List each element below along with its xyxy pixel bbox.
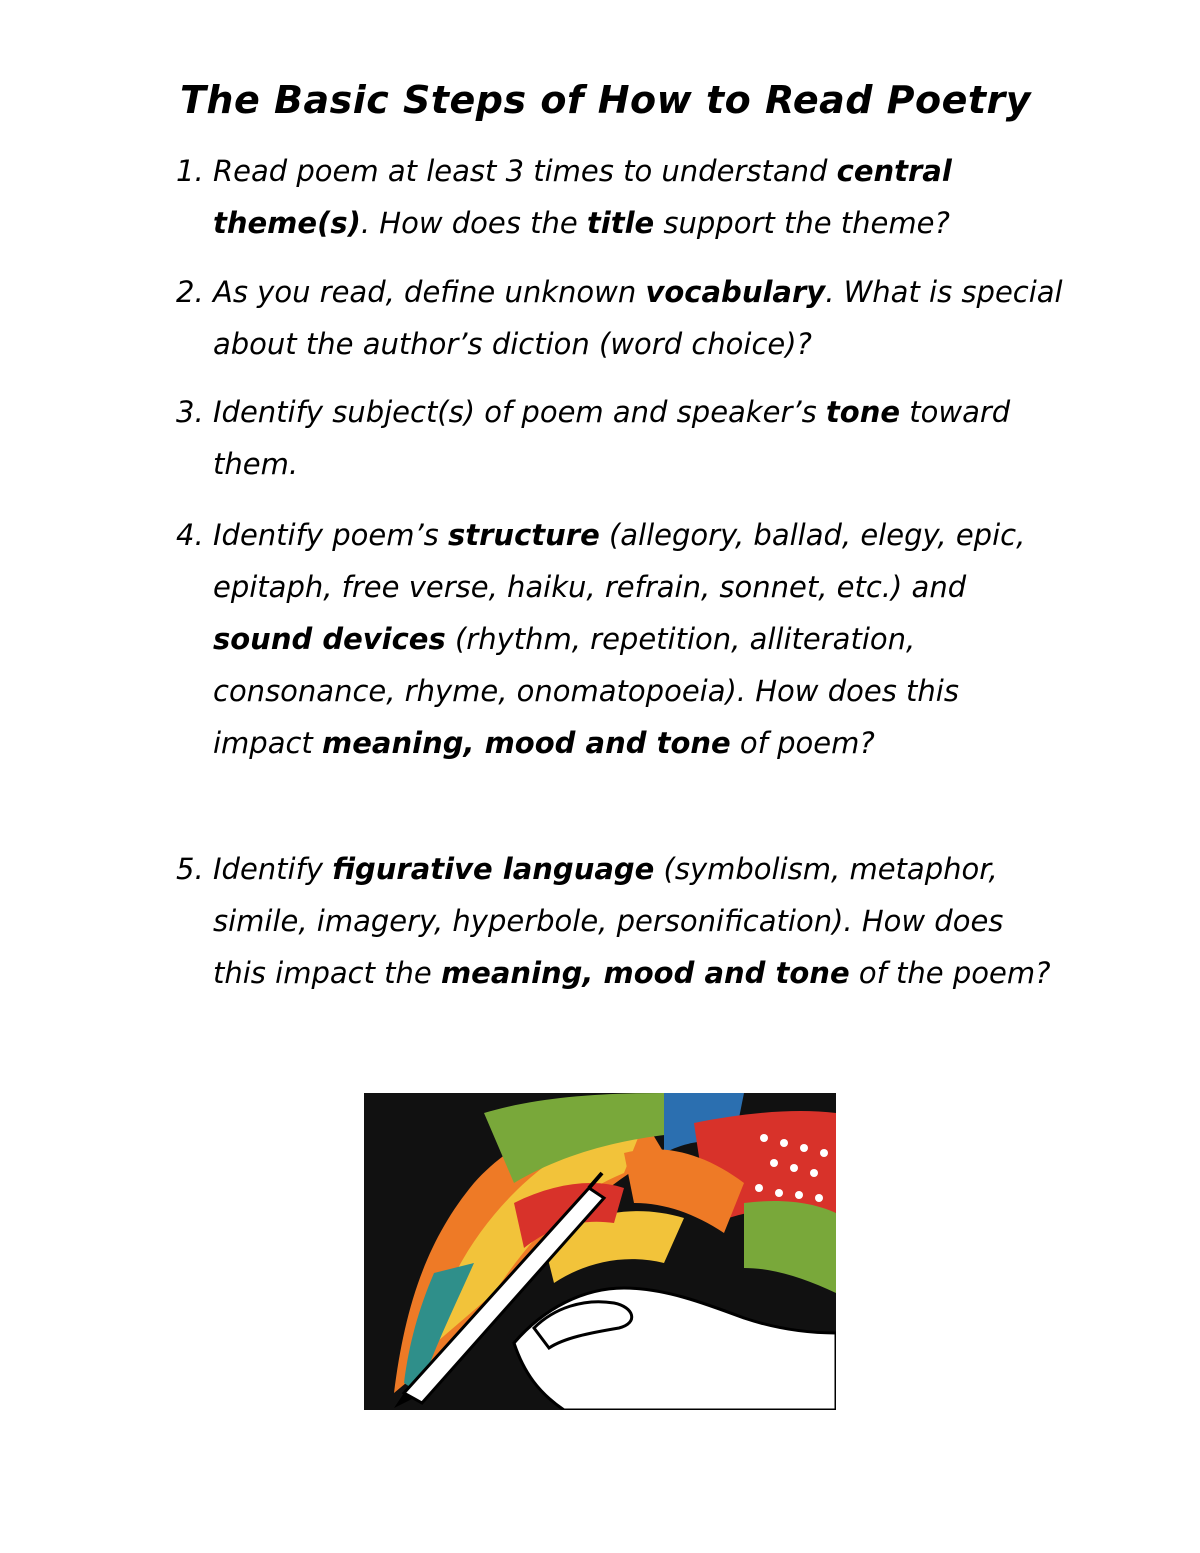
step-text bbox=[213, 509, 1063, 769]
step-emphasis: central theme(s) bbox=[213, 154, 952, 240]
step-segment: toward them. bbox=[213, 395, 1011, 481]
step-segment: As you read, define unknown bbox=[213, 275, 646, 309]
step-text bbox=[213, 843, 1063, 999]
step-emphasis: meaning, mood and tone bbox=[322, 726, 731, 760]
hand-writing-illustration bbox=[364, 1093, 836, 1410]
step-emphasis: tone bbox=[825, 395, 901, 429]
page-title: The Basic Steps of How to Read Poetry bbox=[180, 78, 1032, 122]
step-segment: support the theme? bbox=[654, 206, 950, 240]
step-emphasis: figurative language bbox=[332, 852, 655, 886]
step-segment: (symbolism, metaphor, simile, imagery, hyperbole, personification). How does this impact the bbox=[213, 852, 1004, 990]
step-segment: of poem? bbox=[730, 726, 875, 760]
step-segment: Read poem at least 3 times to understand bbox=[213, 154, 837, 188]
step-segment: (rhythm, repetition, alliteration, consonance, rhyme, onomatopoeia). How does this impact bbox=[213, 622, 959, 760]
step-segment: of the poem? bbox=[849, 956, 1051, 990]
step-segment: Identify poem’s bbox=[213, 518, 448, 552]
step-number: 2. bbox=[176, 275, 204, 309]
step-segment: . What is special about the author’s diction (word choice)? bbox=[213, 275, 1063, 361]
step-text bbox=[213, 386, 1063, 490]
step-segment: . How does the bbox=[360, 206, 587, 240]
step-number: 5. bbox=[176, 852, 204, 886]
step-emphasis: structure bbox=[448, 518, 600, 552]
step-text bbox=[213, 266, 1063, 370]
step-number: 3. bbox=[176, 395, 204, 429]
hand-writing-with-pen-illustration bbox=[364, 1093, 836, 1410]
step-text bbox=[213, 145, 1063, 249]
step-segment: (allegory, ballad, elegy, epic, epitaph, free verse, haiku, refrain, sonnet, etc.) and bbox=[213, 518, 1026, 604]
step-number: 4. bbox=[176, 518, 204, 552]
step-emphasis: meaning, mood and tone bbox=[440, 956, 850, 990]
step-number: 1. bbox=[176, 154, 204, 188]
step-emphasis: sound devices bbox=[213, 622, 446, 656]
step-segment: Identify bbox=[213, 852, 333, 886]
step-emphasis: vocabulary bbox=[645, 275, 826, 309]
step-emphasis: title bbox=[586, 206, 655, 240]
step-segment: Identify subject(s) of poem and speaker’s bbox=[213, 395, 826, 429]
